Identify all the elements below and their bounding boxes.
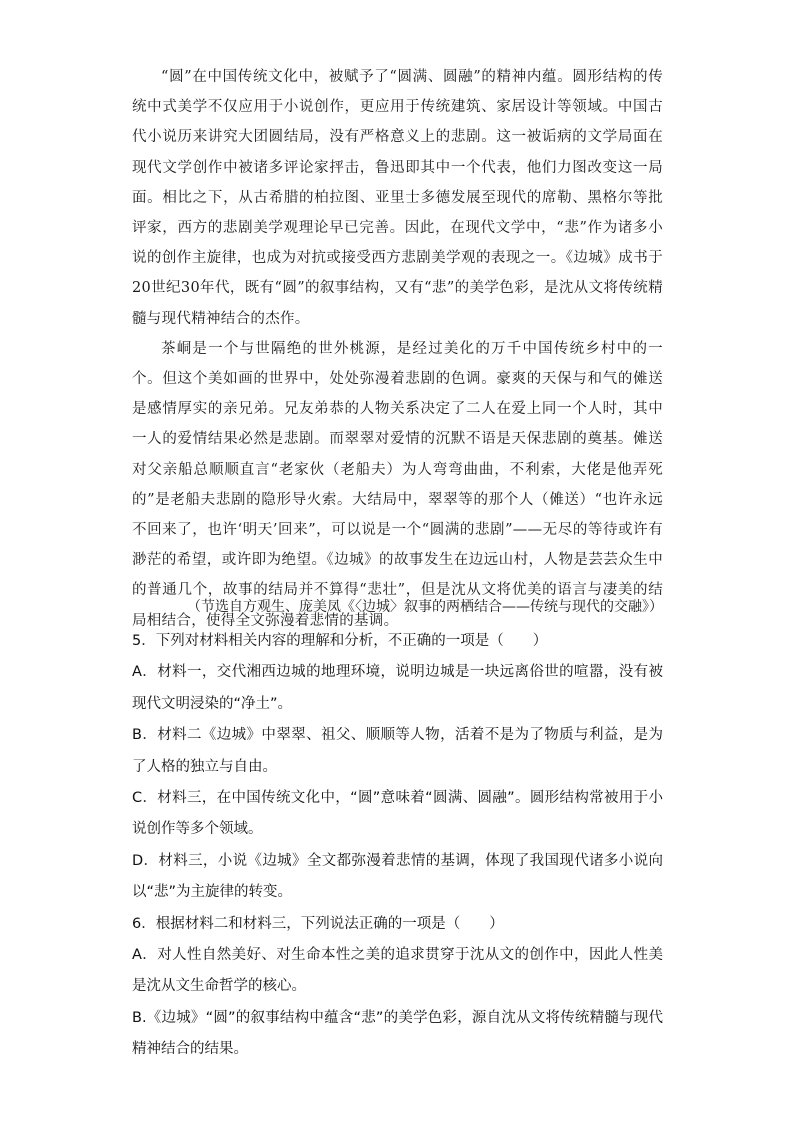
question-5-option-b: B．材料二《边城》中翠翠、祖父、顺顺等人物，活着不是为了物质与利益，是为了人格的独立与自由。 [132,727,663,775]
question-6-option-b: B.《边城》“圆”的叙事结构中蕴含“悲”的美学色彩，源自沈从文将传统精髓与现代精神结合的结果。 [132,1009,663,1058]
reading-passage [132,62,663,636]
passage-paragraph-1: “圆”在中国传统文化中，被赋予了“圆满、圆融”的精神内蕴。圆形结构的传统中式美学不仅应用于小说创作，更应用于传统建筑、家居设计等领域。中国古代小说历来讲究大团圆结局，没有严格意义上的悲剧。这一被诟病的文学局面在现代文学创作中被诸多评论家抨击，鲁迅即其中一个代表，他们力图改变这一局面。相比之下，从古希腊的柏拉图、亚里士多德发展至现代的席勒、黑格尔等批评家，西方的悲剧美学观理论早已完善。因此，在现代文学中，“悲”作为诸多小说的创作主旋律，也成为对抗或接受西方悲剧美学观的表现之一。《边城》成书于20世纪30年代，既有“圆”的叙事结构，又有“悲”的美学色彩，是沈从文将传统精髓与现代精神结合的杰作。 [132,69,663,327]
question-5-option-c: C．材料三，在中国传统文化中，“圆”意味着“圆满、圆融”。圆形结构常被用于小说创作等多个领域。 [132,790,663,838]
question-6-stem: 6．根据材料二和材料三，下列说法正确的一项是（ ） [132,915,504,932]
question-5-stem: 5．下列对材料相关内容的理解和分析，不正确的一项是（ ） [132,633,548,649]
question-6-option-a: A．对人性自然美好、对生命本性之美的追求贯穿于沈从文的创作中，因此人性美是沈从文生命哲学的核心。 [132,947,663,995]
passage-source-citation: （节选自方观生、庞美凤《〈边城〉叙事的两栖结合——传统与现代的交融》） [187,599,663,615]
passage-paragraph-2: 茶峒是一个与世隔绝的世外桃源，是经过美化的万千中国传统乡村中的一个。但这个美如画的世界中，处处弥漫着悲剧的色调。豪爽的天保与和气的傩送是感情厚实的亲兄弟。兄友弟恭的人物关系决定了二人在爱上同一个人时，其中一人的爱情结果必然是悲剧。而翠翠对爱情的沉默不语是天保悲剧的奠基。傩送对父亲船总顺顺直言“老家伙（老船夫）为人弯弯曲曲，不利索，大佬是他弄死的”是老船夫悲剧的隐形导火索。大结局中，翠翠等的那个人（傩送）“也许永远不回来了，也许‘明天’回来”，可以说是一个“圆满的悲剧”——无尽的等待或许有渺茫的希望，或许即为绝望。《边城》的故事发生在边远山村，人物是芸芸众生中的普通几个，故事的结局并不算得“悲壮”，但是沈从文将优美的语言与凄美的结局相结合，使得全文弥漫着悲情的基调。 [132,340,663,629]
question-5-option-d: D．材料三，小说《边城》全文都弥漫着悲情的基调，体现了我国现代诸多小说向以“悲”为主旋律的转变。 [132,852,663,901]
question-5-option-a: A．材料一，交代湘西边城的地理环境，说明边城是一块远离俗世的喧嚣，没有被现代文明浸染的“净土”。 [132,664,663,712]
question-section [132,626,663,1066]
